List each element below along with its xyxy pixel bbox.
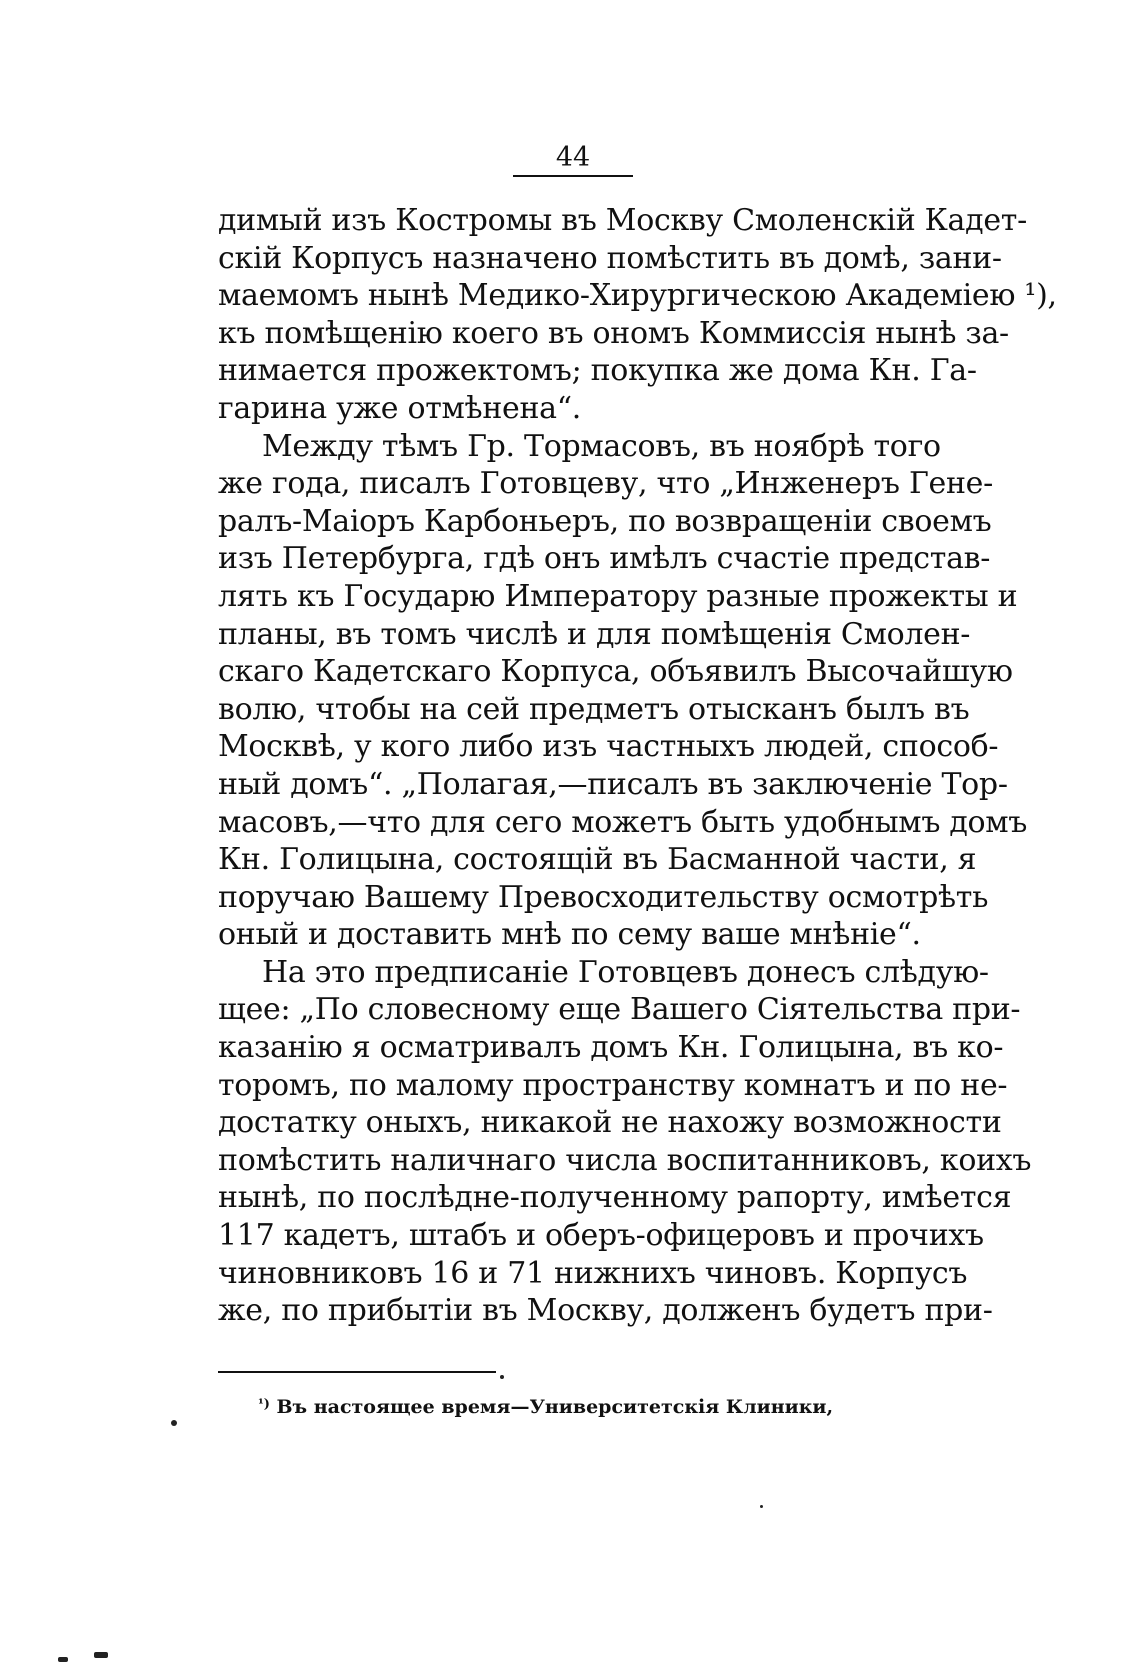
text-line: нимается прожектомъ; покупка же дома Кн. Га- [218,353,977,389]
text-line: поручаю Вашему Превосходительству осмотрѣть [218,879,989,915]
text-line: Между тѣмъ Гр. Тормасовъ, въ ноябрѣ того [262,428,941,464]
text-line: оный и доставить мнѣ по сему ваше мнѣніе“. [218,917,921,953]
text-line: же года, писалъ Готовцеву, что „Инженеръ Гене- [218,466,993,502]
text-line: Кн. Голицына, состоящій въ Басманной части, я [218,842,977,878]
text-line: изъ Петербурга, гдѣ онъ имѣлъ счастіе представ- [218,541,991,577]
text-line: помѣстить наличнаго числа воспитанниковъ, коихъ [218,1142,1032,1178]
text-line: 117 кадетъ, штабъ и оберъ-офицеровъ и прочихъ [218,1218,984,1254]
text-line: Москвѣ, у кого либо изъ частныхъ людей, способ- [218,729,999,765]
text-line: лять къ Государю Императору разные прожекты и [218,578,1018,614]
text-line: чиновниковъ 16 и 71 нижнихъ чиновъ. Корпусъ [218,1255,968,1291]
footnote-rule [218,1371,496,1373]
text-line: масовъ,—что для сего можетъ быть удобнымъ домъ [218,804,1028,840]
page-number: 44 [555,142,591,173]
text-line: торомъ, по малому пространству комнатъ и по не- [218,1067,1008,1103]
text-line: На это предписаніе Готовцевъ донесъ слѣдую- [262,954,989,990]
footnote [258,1392,833,1420]
scan-speck [94,1652,108,1658]
text-line: ралъ-Маіоръ Карбоньеръ, по возвращеніи своемъ [218,503,992,539]
text-line: волю, чтобы на сей предметъ отысканъ былъ въ [218,691,970,727]
scan-speck [760,1505,763,1508]
text-line: маемомъ нынѣ Медико-Хирургическою Академіею ¹), [218,278,1057,314]
scan-speck [500,1375,504,1379]
scan-speck [171,1420,177,1426]
page-number-rule [513,175,633,177]
text-line: планы, въ томъ числѣ и для помѣщенія Смолен- [218,616,971,652]
footnote-marker: ¹) [258,1397,270,1412]
text-line: щее: „По словесному еще Вашего Сіятельства при- [218,992,1021,1028]
footnote-text: Въ настоящее время—Университетскія Клиники, [276,1396,834,1418]
text-line: же, по прибытіи въ Москву, долженъ будетъ при- [218,1293,993,1329]
text-line: скій Корпусъ назначено помѣстить въ домѣ, зани- [218,240,1002,276]
scan-speck [58,1657,68,1662]
text-line: достатку оныхъ, никакой не нахожу возможности [218,1105,1002,1141]
text-line: димый изъ Костромы въ Москву Смоленскій Кадет- [218,203,1027,238]
text-line: гарина уже отмѣнена“. [218,390,582,426]
text-line: ный домъ“. „Полагая,—писалъ въ заключеніе Тор- [218,766,1008,802]
text-line: казанію я осматривалъ домъ Кн. Голицына, въ ко- [218,1030,1004,1066]
text-line: нынѣ, по послѣдне-полученному рапорту, имѣется [218,1180,1012,1216]
body-text [218,202,1057,1330]
text-line: скаго Кадетскаго Корпуса, объявилъ Высочайшую [218,654,1013,690]
text-line: къ помѣщенію коего въ ономъ Коммиссія нынѣ за- [218,315,1009,351]
